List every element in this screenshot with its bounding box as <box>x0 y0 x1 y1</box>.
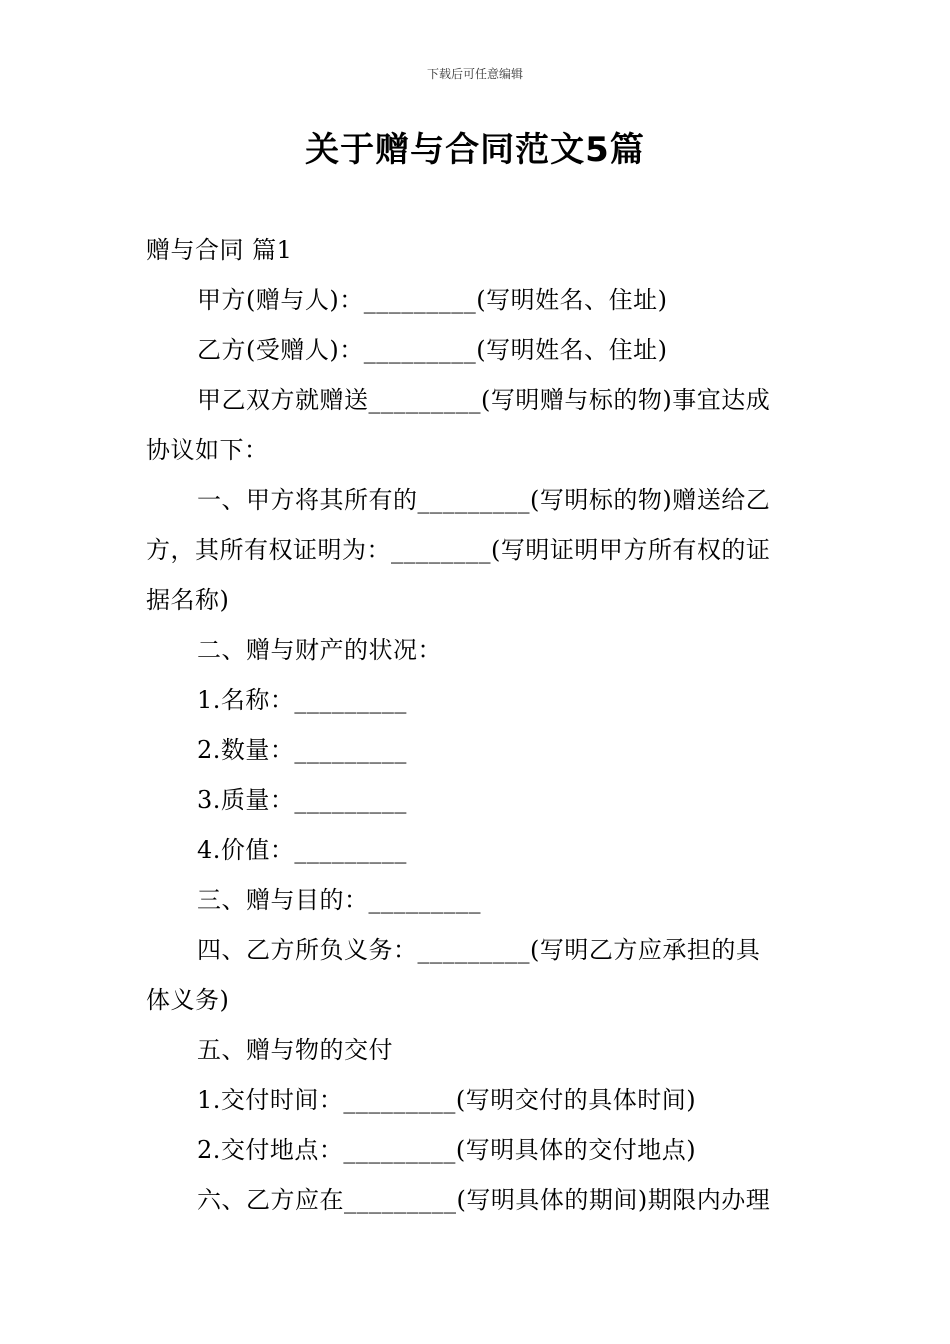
clause-4-continued: 体义务) <box>146 986 230 1014</box>
clause-3-line: 三、赠与目的：_________ <box>197 886 481 914</box>
property-quantity-line: 2.数量：_________ <box>197 736 407 764</box>
clause-5-heading: 五、赠与物的交付 <box>197 1036 393 1064</box>
clause-2-heading: 二、赠与财产的状况： <box>197 636 442 664</box>
clause-4-line: 四、乙方所负义务：_________(写明乙方应承担的具 <box>197 936 761 964</box>
party-a-line: 甲方(赠与人)：_________(写明姓名、住址) <box>197 286 668 314</box>
section-heading: 赠与合同 篇1 <box>146 236 293 264</box>
document-title: 关于赠与合同范文5篇 <box>305 130 645 170</box>
delivery-time-line: 1.交付时间：_________(写明交付的具体时间) <box>197 1086 697 1114</box>
party-b-line: 乙方(受赠人)：_________(写明姓名、住址) <box>197 336 668 364</box>
page-header-note: 下载后可任意编辑 <box>426 67 523 81</box>
clause-1-line: 一、甲方将其所有的_________(写明标的物)赠送给乙 <box>197 486 771 514</box>
property-quality-line: 3.质量：_________ <box>197 786 407 814</box>
clause-6-line: 六、乙方应在_________(写明具体的期间)期限内办理 <box>197 1186 771 1214</box>
property-name-line: 1.名称：_________ <box>197 686 407 714</box>
agreement-intro-line: 甲乙双方就赠送_________(写明赠与标的物)事宜达成 <box>197 386 771 414</box>
agreement-intro-continued: 协议如下： <box>146 436 269 464</box>
delivery-place-line: 2.交付地点：_________(写明具体的交付地点) <box>197 1136 697 1164</box>
clause-1-continued-2: 据名称) <box>146 586 230 614</box>
clause-1-continued: 方，其所有权证明为：________(写明证明甲方所有权的证 <box>146 536 771 564</box>
document-body <box>146 225 810 1225</box>
property-value-line: 4.价值：_________ <box>197 836 407 864</box>
